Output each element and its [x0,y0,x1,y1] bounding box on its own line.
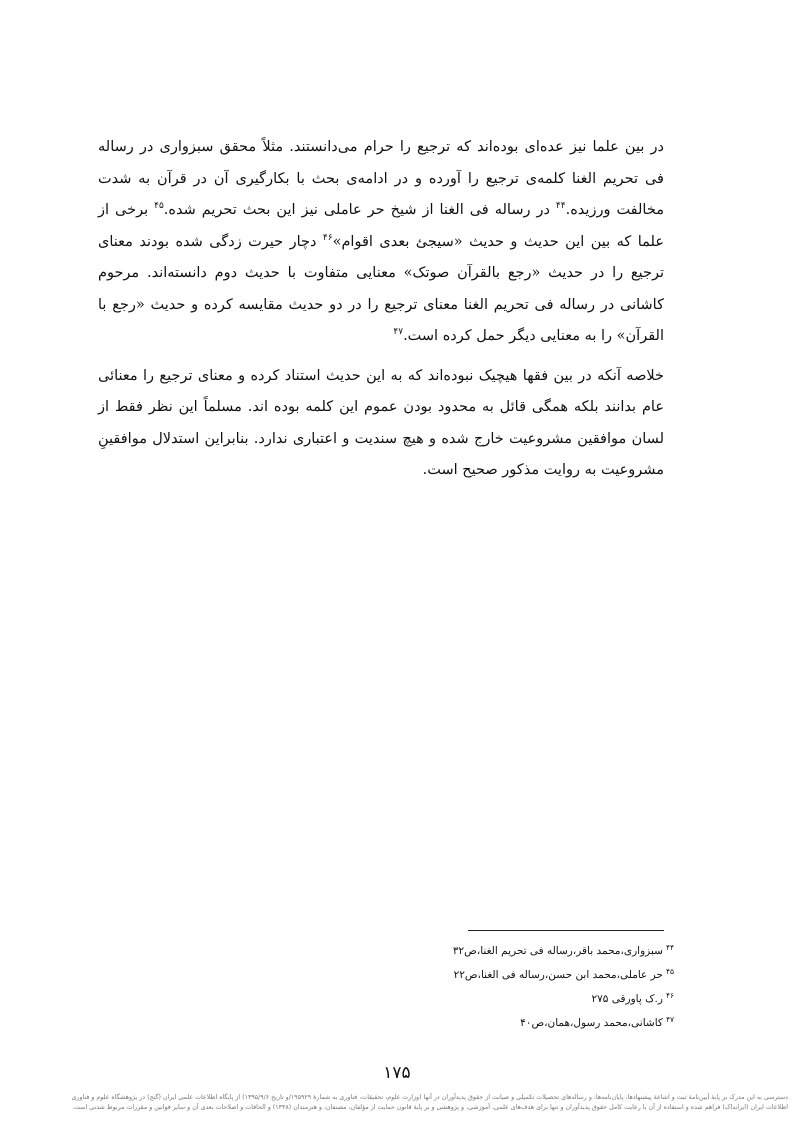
paragraph [98,132,664,353]
copyright-notice [6,1093,788,1113]
notice-line: اطلاعات ایران (ایرانداک) فراهم شده و استفاده از آن با رعایت کامل حقوق پدیدآوران و تنها برای هدف‌های علمی، آموزشی، و پژوهشی و بر پایهٔ قانون حمایت از مؤلفان، مصنفان، و هنرمندان (۱۳۴۸) و الحاقات و اصلاحات بعدی آن و سایر قوانین و مقررات مربوط شدنی است. [72,1104,788,1111]
footnote-number: ۴۶ [665,990,674,1000]
paragraph-text: در رساله فی الغنا از شیخ حر عاملی نیز این بحث تحریم شده. [163,202,556,218]
footnote-ref[interactable]: ۴۴ [555,201,566,212]
body-text [98,132,664,487]
notice-line: دسترسی به این مدرک بر پایهٔ آیین‌نامهٔ ثبت و اشاعهٔ پیشنهادها، پایان‌نامه‌ها، و رساله‌های تحصیلات تکمیلی و صیانت از حقوق پدیدآوران در آنها (وزارت علوم، تحقیقات، فناوری به شمارهٔ ۱۹۵۹۲۹/و تاریخ ۱۳۹۵/۹/۶) از پایگاه اطلاعات علمی ایران (گنج) در پژوهشگاه علوم و فناوری [71,1094,788,1101]
page-number: ۱۷۵ [383,1063,411,1083]
footnote-divider [468,930,664,931]
footnote-ref[interactable]: ۴۵ [154,201,164,212]
footnote-number: ۴۴ [665,942,674,952]
footnote [330,939,674,963]
paragraph-text: برخی از علما که بین این حدیث و حدیث «سیجئ بعدی اقوام» [98,202,665,250]
paragraph [98,361,664,487]
footnote-text: سبزواری،محمد باقر،رساله فی تحریم الغنا،ص۳۲ [452,945,663,957]
footnote [330,1011,674,1035]
footnote-ref[interactable]: ۴۶ [322,232,333,243]
footnote-text: حر عاملی،محمد ابن حسن،رساله فی الغنا،ص۲۲ [453,969,663,981]
footnote [330,987,674,1011]
paragraph-text: خلاصه آنکه در بین فقها هیچیک نبوده‌اند که به این حدیث استناد کرده و معنای ترجیع را معنائی عام بدانند بلکه همگی قائل به محدود بودن عموم این کلمه بوده اند. مسلماً این نظر فقط از لسان موافقین مشروعیت خارج شده و هیچ سندیت و اعتباری ندارد. بنابراین استدلال موافقینِ مشروعیت به روایت مذکور صحیح است. [98,367,664,478]
footnote-number: ۴۷ [665,1014,674,1024]
paragraph-text: دچار حیرت زدگی شده بودند معنای ترجیع را در حدیث «رجع بالقرآن صوتک» معنایی متفاوت با حدیث دوم دانسته‌اند. مرحوم کاشانی در رساله فی تحریم الغنا معنای ترجیع را در دو حدیث مقایسه کرده و حدیث «رجع با القرآن» را به معنایی دیگر حمل کرده است. [98,233,664,344]
footnote [330,963,674,987]
footnote-text: کاشانی،محمد رسول،همان،ص۴۰ [520,1017,663,1029]
footnote-ref[interactable]: ۴۷ [393,327,404,338]
paragraph-text: در بین علما نیز عده‌ای بوده‌اند که ترجیع را حرام می‌دانستند. مثلاً محقق سبزواری در رساله فی تحریم الغنا کلمه‌ی ترجیع را آورده و در ادامه‌ی بحث با بکارگیری آن در قرآن به شدت مخالفت ورزیده. [98,139,664,218]
footnote-text: ر.ک پاورقی ۲۷۵ [591,993,663,1005]
footnotes [330,939,674,1035]
footnote-number: ۴۵ [665,966,674,976]
